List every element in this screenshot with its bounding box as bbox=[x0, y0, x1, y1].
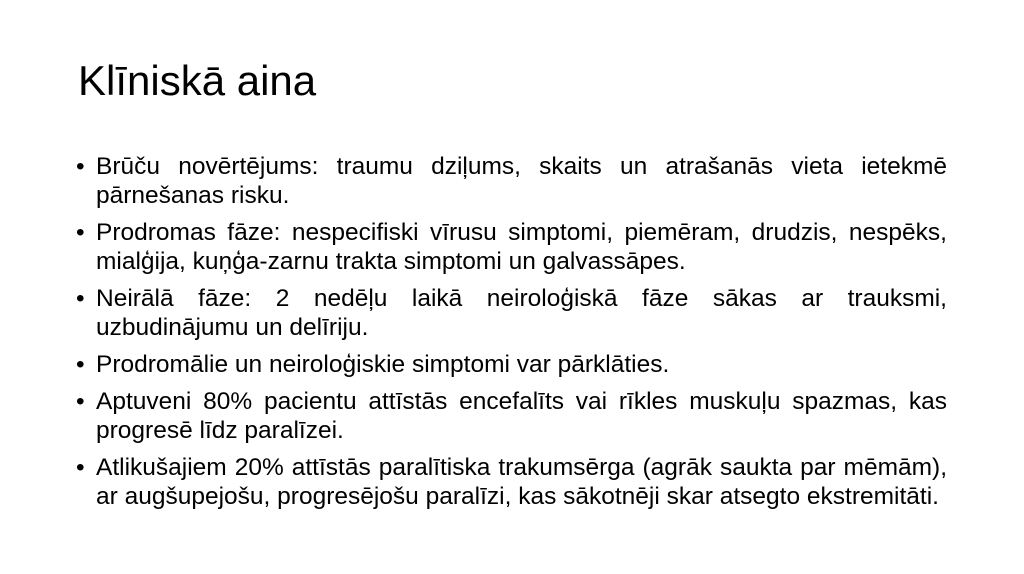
bullet-marker: • bbox=[76, 454, 85, 481]
bullet-marker: • bbox=[76, 388, 85, 415]
bullet-item-encephalitic-form bbox=[76, 387, 947, 445]
bullet-text: Prodromas fāze: nespecifiski vīrusu simptomi, piemēram, drudzis, nespēks, mialģija, kuņģa-zarnu trakta simptomi un galvassāpes. bbox=[96, 219, 947, 275]
bullet-marker: • bbox=[76, 219, 85, 246]
bullet-item-paralytic-form bbox=[76, 453, 947, 511]
bullet-marker: • bbox=[76, 351, 85, 378]
bullet-list bbox=[76, 152, 947, 519]
bullet-text: Neirālā fāze: 2 nedēļu laikā neiroloģiskā fāze sākas ar trauksmi, uzbudinājumu un delīriju. bbox=[96, 285, 947, 341]
bullet-text: Aptuveni 80% pacientu attīstās encefalīts vai rīkles muskuļu spazmas, kas progresē līdz paralīzei. bbox=[96, 388, 947, 444]
bullet-text: Prodromālie un neiroloģiskie simptomi var pārklāties. bbox=[96, 351, 670, 378]
bullet-item-symptom-overlap bbox=[76, 350, 947, 379]
bullet-text: Brūču novērtējums: traumu dziļums, skaits un atrašanās vieta ietekmē pārnešanas risku. bbox=[96, 153, 947, 209]
bullet-item-wound-assessment bbox=[76, 152, 947, 210]
bullet-marker: • bbox=[76, 153, 85, 180]
bullet-item-prodromal-phase bbox=[76, 218, 947, 276]
slide-title: Klīniskā aina bbox=[78, 57, 317, 104]
bullet-marker: • bbox=[76, 285, 85, 312]
bullet-text: Atlikušajiem 20% attīstās paralītiska trakumsērga (agrāk saukta par mēmām), ar augšupejošu, progresējošu paralīzi, kas sākotnēji skar atsegto ekstremitāti. bbox=[96, 454, 947, 510]
bullet-item-neural-phase bbox=[76, 284, 947, 342]
